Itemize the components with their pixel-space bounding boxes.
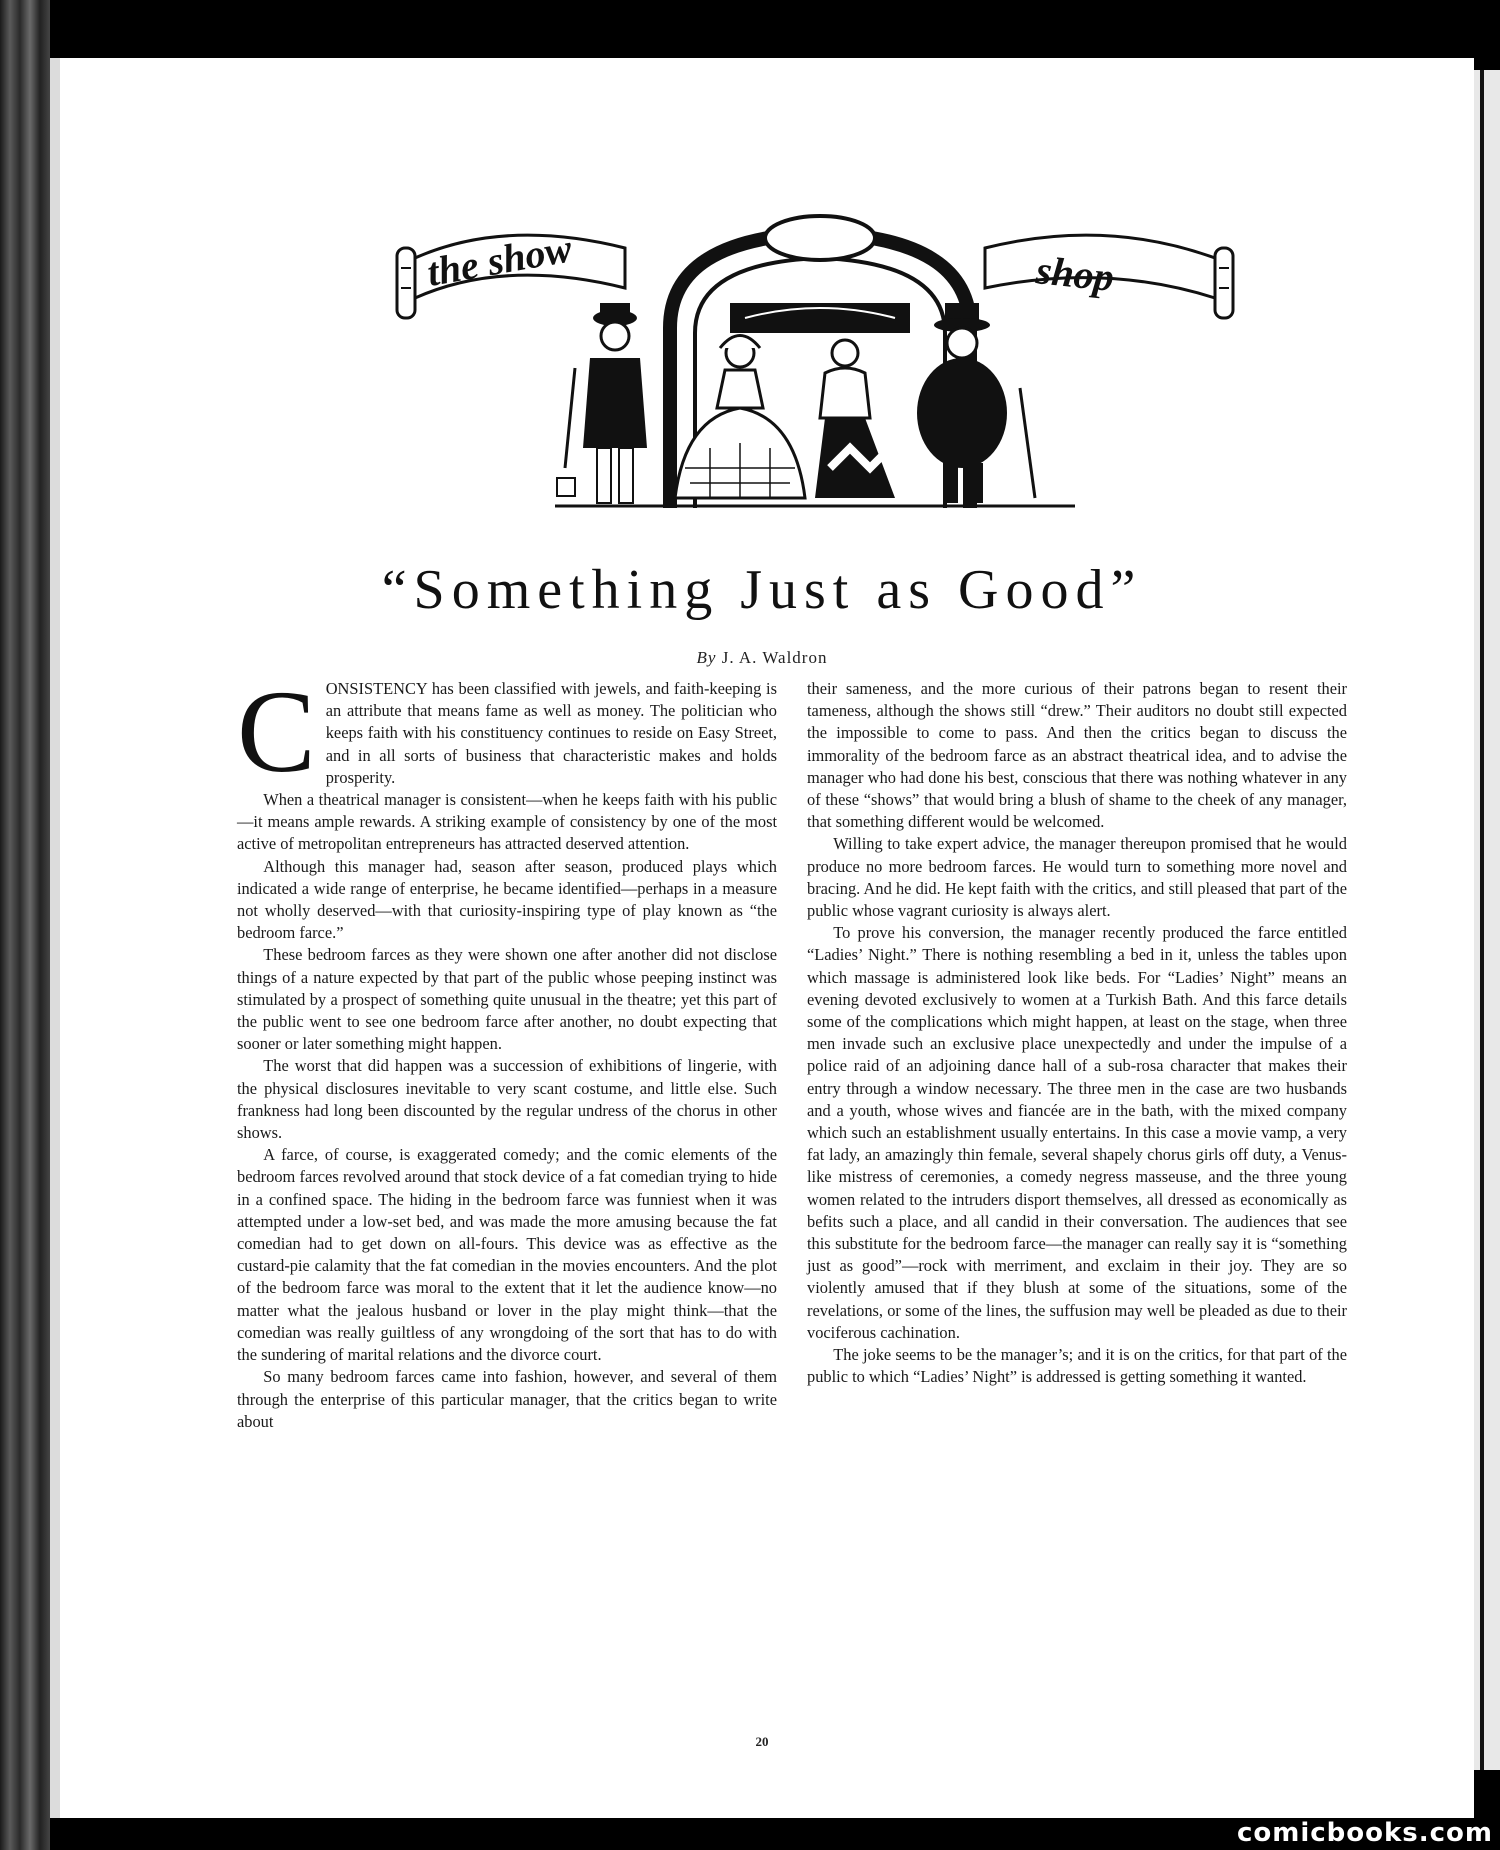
paragraph-text: ONSISTENCY has been classified with jewels, and faith-keeping is an attribute that means fame as well as money. The politician who keeps faith with his constituency continues to reside on Easy Street, and in all sorts of business that characteristic makes and holds prosperity. bbox=[325, 679, 777, 787]
banner-left-text: the show bbox=[423, 225, 575, 295]
next-page-edge bbox=[1474, 70, 1500, 1770]
paragraph: Although this manager had, season after season, produced plays which indicated a wide range of enterprise, he became identified—perhaps in a measure not wholly deserved—with that curiosity-inspiring type of play known as “the bedroom farce.” bbox=[237, 856, 777, 943]
show-shop-header-illustration bbox=[385, 208, 1255, 528]
artist-monogram bbox=[557, 478, 575, 496]
book-spine bbox=[0, 0, 50, 1850]
paragraph: To prove his conversion, the manager recently produced the farce entitled “Ladies’ Night.” There is nothing resembling a bed in it, unless the tables upon which massage is administered look like beds. For “Ladies’ Night” means an evening devoted exclusively to women at a Turkish Bath. And this farce details some of the complications which might happen, at least on the stage, when three men invade such an exclusive place unexpectedly and under the impulse of a police raid of an adjoining dance hall of a sub-rosa character that makes their entry through a window necessary. The three men in the case are two husbands and a youth, whose wives and fiancée are in the bath, with the mixed company which such an establishment usually entertains. In this case a movie vamp, a very fat lady, an amazingly thin female, several shapely chorus girls off duty, a Venus-like mistress of ceremonies, a comedy negress masseuse, and the three young women related to the intruders disport themselves, all dressed as economically as befits such a place, and all candid in their conversation. The audiences that see this substitute for the bedroom farce—the manager can really say it is “something just as good”—rock with merriment, and exclaim in their joy. They are so violently amused that if they blush at some of the situations, some of the revelations, or some of the lines, the suffusion may well be pleaded as due to their vociferous cachination. bbox=[807, 923, 1347, 1342]
page-left-edge bbox=[50, 58, 60, 1818]
paragraph: These bedroom farces as they were shown one after another did not disclose things of a nature expected by that part of the public whose peeping instinct was stimulated by a prospect of something quite unusual in the theatre; yet this part of the public went to see one bedroom farce after another, no doubt expecting that sooner or later something might happen. bbox=[237, 945, 777, 1054]
paragraph: When a theatrical manager is consistent—when he keeps faith with his public—it means ample rewards. A striking example of consistency by one of the most active of metropolitan entrepreneurs has attracted deserved attention. bbox=[237, 790, 777, 854]
paragraph bbox=[237, 666, 777, 797]
right-column bbox=[807, 678, 1347, 1389]
second-lady-figure bbox=[815, 340, 895, 498]
article-title: “Something Just as Good” bbox=[381, 559, 1143, 621]
byline-prefix: By bbox=[696, 648, 717, 667]
paragraph: A farce, of course, is exaggerated comedy; and the comic elements of the bedroom farces revolved around that stock device of a fat comedian trying to hide in a confined space. The hiding in the bedroom farce was funniest when it was attempted under a low-set bed, and was made the more amusing because the fat comedian had to get down on all-fours. This device was as effective as the custard-pie calamity that the fat comedian in the movies encounters. And the plot of the bedroom farce was moral to the extent that it let the audience know—no matter what the jealous husband or lover in the play might think—that the comedian was really guiltless of any wrongdoing of the sort that has to do with the sundering of marital relations and the divorce court. bbox=[237, 1145, 777, 1365]
site-watermark: comicbooks.com bbox=[1236, 1818, 1493, 1848]
banner-right-text: shop bbox=[1034, 247, 1117, 301]
right-banner bbox=[985, 235, 1233, 318]
paragraph: Willing to take expert advice, the manager thereupon promised that he would produce no more bedroom farces. He would turn to something more novel and bracing. And he did. He kept faith with the critics, and still pleased that part of the public whose vagrant curiosity is always alert. bbox=[807, 834, 1347, 921]
left-banner bbox=[397, 225, 625, 318]
magazine-page bbox=[50, 58, 1474, 1818]
left-gentleman-figure bbox=[565, 303, 647, 503]
paragraph: their sameness, and the more curious of their patrons began to resent their tameness, although the shows still “drew.” Their auditors no doubt still expected the impossible to come to pass. And then the critics began to discuss the immorality of the bedroom farce as an abstract theatrical idea, and to advise the manager who had done his best, conscious that there was nothing whatever in any of these “shows” that would bring a blush of shame to the cheek of any manager, that something different would be welcomed. bbox=[807, 679, 1347, 832]
page-number: 20 bbox=[755, 1734, 769, 1749]
paragraph: The worst that did happen was a succession of exhibitions of lingerie, with the physical disclosures inevitable to very scant costume, and little else. Such frankness had long been discounted by the regular undress of the chorus in other shows. bbox=[237, 1056, 777, 1143]
byline-author: J. A. Waldron bbox=[721, 648, 828, 667]
article-byline bbox=[50, 648, 1474, 668]
paragraph: So many bedroom farces came into fashion, however, and several of them through the enterprise of this particular manager, that the critics began to write about bbox=[237, 1367, 777, 1431]
left-column bbox=[237, 666, 777, 1433]
paragraph: The joke seems to be the manager’s; and it is on the critics, for that part of the public to which “Ladies’ Night” is addressed is getting something it wanted. bbox=[807, 1345, 1347, 1387]
drop-cap: C bbox=[237, 666, 316, 797]
